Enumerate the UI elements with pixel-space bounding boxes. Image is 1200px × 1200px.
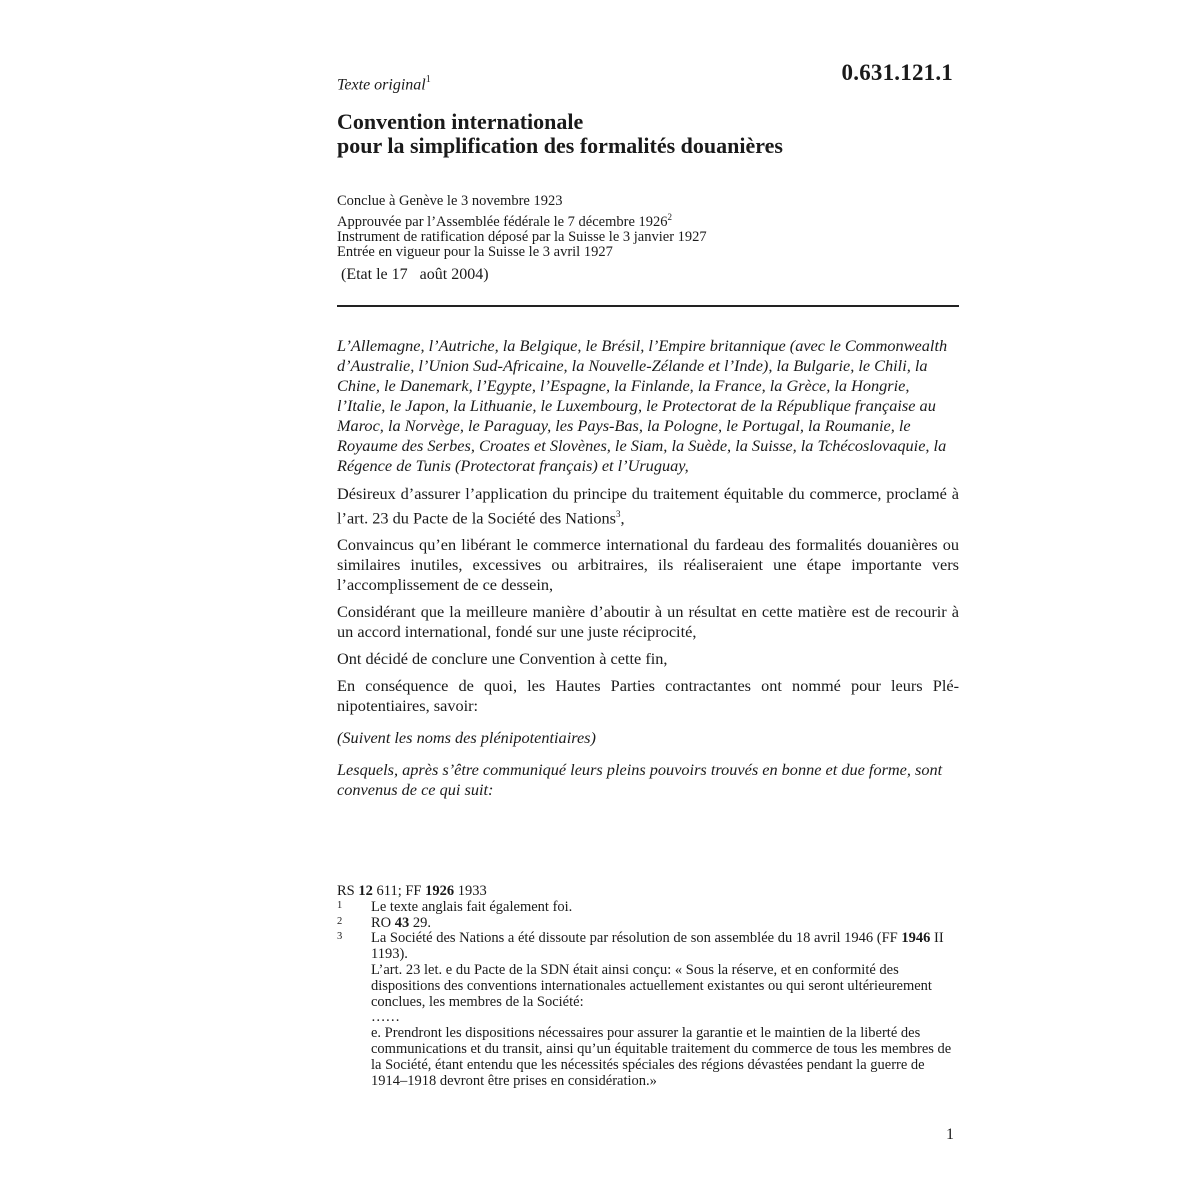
footnote-ref-3[interactable]: 3	[615, 509, 621, 519]
source-ff-page: 1933	[454, 883, 487, 899]
footnote-text: Le texte anglais fait également foi.	[371, 898, 573, 915]
desireux-text: Désireux d’assurer l’application du principe du traitement équitable du commerce, proclamé à l’art. 23 du Pacte de la Société des Nations	[337, 484, 959, 528]
source-rs-page: 611; FF	[372, 883, 426, 899]
original-text-value: Texte original	[337, 76, 426, 94]
page-number: 1	[946, 1126, 954, 1143]
footnote-number: 1	[337, 899, 343, 911]
approved-date	[337, 210, 707, 230]
footnote-number: 2	[337, 915, 343, 927]
header-divider	[337, 305, 959, 307]
considerant-paragraph: Considérant que la meilleure manière d’aboutir à un résultat en cette matière est de recourir à un accord international, fondé sur une juste réciprocité,	[337, 602, 959, 642]
concluded-date: Conclue à Genève le 3 novembre 1923	[337, 193, 563, 209]
consequence-paragraph: En conséquence de quoi, les Hautes Parties contractantes ont nommé pour leurs Plé-nipotentiaires, savoir:	[337, 676, 959, 716]
original-text-label	[337, 75, 431, 94]
entry-into-force-date: Entrée en vigueur pour la Suisse le 3 avril 1927	[337, 244, 613, 261]
footnote-2	[337, 916, 959, 932]
footnote-text: II 1193).	[371, 930, 944, 963]
source-reference	[337, 884, 959, 900]
footnote-text-prefix: RO	[371, 914, 395, 931]
source-rs-volume: 12	[358, 883, 373, 899]
desireux-paragraph	[337, 484, 959, 528]
title-line-2: pour la simplification des formalités douanières	[337, 133, 783, 158]
document-number: 0.631.121.1	[841, 60, 953, 85]
document-title	[337, 110, 783, 158]
footnote-number: 3	[337, 931, 343, 943]
footnote-text: La Société des Nations a été dissoute par résolution de son assemblée du 18 avril 1946 (FF	[371, 930, 902, 947]
footnote-text-bold: 1946	[901, 930, 931, 947]
footnote-ref-2[interactable]: 2	[667, 211, 673, 222]
footnote-ref-1[interactable]: 1	[425, 74, 431, 85]
source-rs-label: RS	[337, 883, 359, 899]
desireux-end: ,	[620, 508, 625, 528]
metadata-block	[337, 194, 707, 261]
footnote-3-quote-body: e. Prendront les dispositions nécessaires pour assurer la garantie et le maintien de la liberté des communications et du transit, ainsi qu’un équitable traitement du commerce de tous les membres de la Société, étant entendu que les nécessités spéciales des régions dévastées pendant la guerre de 1914–1918 devront être prises en considération.»	[371, 1025, 952, 1089]
source-ff-year: 1926	[425, 883, 455, 899]
ont-decide-paragraph: Ont décidé de conclure une Convention à cette fin,	[337, 649, 668, 669]
parties-paragraph: L’Allemagne, l’Autriche, la Belgique, le Brésil, l’Empire britannique (avec le Commonwealth d’Australie, l’Union Sud-Africaine, la Nouvelle-Zélande et l’Inde), la Bulgarie, le Chili, la Chine, le Danemark, l’Egypte, l’Espagne, la Finlande, la France, la Grèce, la Hongrie, l’Italie, le Japon, la Lithuanie, le Luxembourg, le Protectorat de la République française au Maroc, la Norvège, le Paraguay, les Pays-Bas, la Pologne, le Portugal, la Roumanie, le Royaume des Serbes, Croates et Slovènes, le Siam, la Suède, la Suisse, la Tchécoslovaquie, la Régence de Tunis (Protectorat français) et l’Uruguay,	[337, 336, 948, 475]
ratification-date: Instrument de ratification déposé par la Suisse le 3 janvier 1927	[337, 228, 707, 245]
footnotes-block	[337, 884, 959, 1089]
title-line-1: Convention internationale	[337, 109, 584, 134]
status-date: (Etat le 17 août 2004)	[341, 266, 489, 283]
approved-date-text: Approuvée par l’Assemblée fédérale le 7 décembre 1926	[337, 213, 668, 230]
footnote-3	[337, 931, 959, 1089]
footnote-3-ellipsis: ……	[371, 1009, 400, 1026]
footnote-text-suffix: 29.	[409, 914, 432, 931]
preamble	[337, 336, 959, 807]
lesquels-paragraph: Lesquels, après s’être communiqué leurs pleins pouvoirs trouvés en bonne et due forme, sont convenus de ce qui suit:	[337, 760, 943, 800]
footnote-3-line-a	[371, 931, 959, 963]
suivent-paragraph: (Suivent les noms des plénipotentiaires)	[337, 728, 596, 748]
convaincus-paragraph: Convaincus qu’en libérant le commerce international du fardeau des formalités douanières ou similaires inutiles, excessives ou arbitraires, ils réaliseraient une étape importante vers l’accomplissement de ce dessein,	[337, 535, 959, 595]
footnote-3-quote-intro: L’art. 23 let. e du Pacte de la SDN était ainsi conçu: « Sous la réserve, et en conformité des dispositions des conventions internationales actuellement existantes ou qui seront ultérieurement conclues, les membres de la Société:	[371, 961, 932, 1010]
footnote-1	[337, 900, 959, 916]
footnote-text-bold: 43	[394, 914, 410, 931]
